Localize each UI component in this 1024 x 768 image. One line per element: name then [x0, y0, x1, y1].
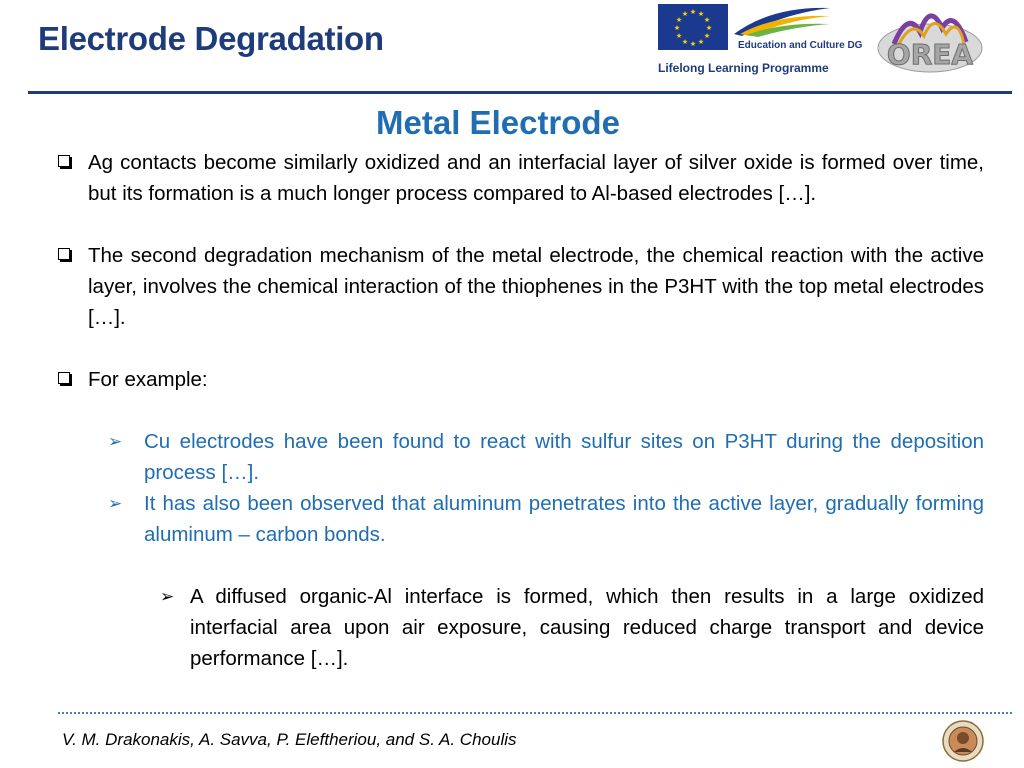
university-seal-icon [942, 720, 984, 762]
swoosh-icon [732, 4, 832, 38]
svg-text:★: ★ [681, 38, 689, 46]
bullet-item [56, 364, 984, 395]
bullet-item [56, 147, 984, 209]
svg-text:★: ★ [703, 16, 711, 24]
slide-title: Electrode Degradation [38, 20, 384, 57]
sub-bullet-text: Cu electrodes have been found to react with sulfur sites on P3HT during the deposition process […]. [144, 430, 984, 484]
eu-lifelong-learning-logo [658, 4, 863, 78]
orea-logo-text: OREA [886, 38, 974, 71]
eu-programme-text: Lifelong Learning Programme [658, 61, 829, 75]
svg-text:★: ★ [689, 8, 697, 16]
header-divider [28, 91, 1012, 94]
sub-bullet-item [56, 488, 984, 550]
svg-text:★: ★ [681, 10, 689, 18]
checkbox-bullet-icon [58, 248, 70, 260]
footer-divider [58, 712, 1012, 714]
svg-text:★: ★ [673, 24, 681, 32]
sub-bullet-item [56, 426, 984, 488]
svg-text:★: ★ [697, 10, 705, 18]
svg-text:★: ★ [675, 32, 683, 40]
bullet-text: Ag contacts become similarly oxidized and an interfacial layer of silver oxide is formed over time, but its formation is a much longer process compared to Al-based electrodes […]. [88, 151, 984, 205]
svg-text:★: ★ [697, 38, 705, 46]
footer-authors: V. M. Drakonakis, A. Savva, P. Eleftheriou, and S. A. Choulis [62, 730, 517, 749]
sub-sub-bullet-text: A diffused organic-Al interface is formed, which then results in a large oxidized interfacial area upon air exposure, causing reduced charge transport and device performance […]. [190, 585, 984, 670]
svg-text:★: ★ [689, 40, 697, 48]
bullet-text: The second degradation mechanism of the metal electrode, the chemical reaction with the active layer, involves the chemical interaction of the thiophenes in the P3HT with the top metal electrodes […]. [88, 244, 984, 329]
bullet-text: For example: [88, 368, 208, 391]
svg-text:★: ★ [705, 24, 713, 32]
svg-text:★: ★ [675, 16, 683, 24]
bullet-item [56, 240, 984, 333]
sub-sub-bullet-item [56, 581, 984, 674]
svg-text:★: ★ [703, 32, 711, 40]
eu-dg-text: Education and Culture DG [738, 40, 863, 51]
arrow-bullet-icon: ➢ [108, 432, 123, 451]
section-subtitle: Metal Electrode [376, 104, 620, 141]
slide-content [56, 147, 984, 674]
sub-bullet-text: It has also been observed that aluminum penetrates into the active layer, gradually forming aluminum – carbon bonds. [144, 492, 984, 546]
orea-logo [874, 4, 986, 76]
arrow-bullet-icon: ➢ [108, 494, 123, 513]
arrow-bullet-icon: ➢ [160, 587, 175, 606]
eu-flag-icon [658, 4, 728, 50]
checkbox-bullet-icon [58, 155, 70, 167]
checkbox-bullet-icon [58, 372, 70, 384]
